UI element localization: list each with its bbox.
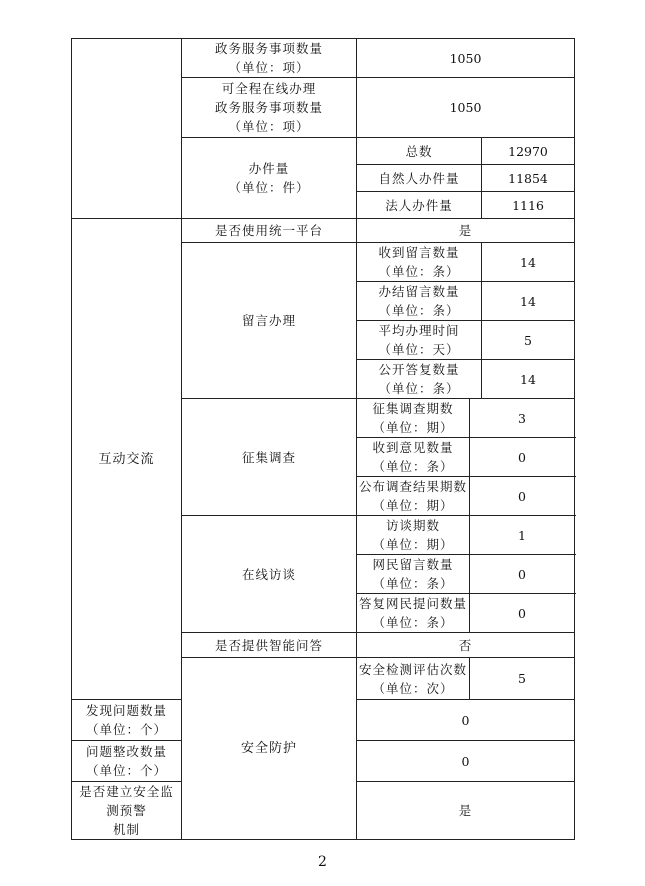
interview-answers-label: 答复网民提问数量 （单位：条） xyxy=(357,594,470,633)
assessments-label: 安全检测评估次数 （单位：次） xyxy=(357,658,470,700)
service-category-cell xyxy=(72,39,182,219)
messages-received-label: 收到留言数量 （单位：条） xyxy=(357,243,482,282)
issues-label: 发现问题数量 （单位：个） xyxy=(72,700,182,741)
interview-answers-value: 0 xyxy=(470,594,575,633)
unified-platform-value: 是 xyxy=(357,219,575,243)
interview-netizen-label: 网民留言数量 （单位：条） xyxy=(357,555,470,594)
survey-results-label: 公布调查结果期数 （单位：期） xyxy=(357,477,470,516)
volume-natural-label: 自然人办件量 xyxy=(357,165,482,192)
issues-value: 0 xyxy=(357,700,575,741)
survey-periods-label: 征集调查期数 （单位：期） xyxy=(357,399,470,438)
warning-label: 是否建立安全监测预警 机制 xyxy=(72,782,182,840)
volume-natural-value: 11854 xyxy=(482,165,575,192)
volume-legal-value: 1116 xyxy=(482,192,575,219)
messages-label: 留言办理 xyxy=(182,243,357,399)
survey-results-value: 0 xyxy=(470,477,575,516)
table-row xyxy=(72,39,575,78)
survey-opinions-value: 0 xyxy=(470,438,575,477)
smart-qa-label: 是否提供智能问答 xyxy=(182,633,357,658)
interaction-category: 互动交流 xyxy=(72,219,182,700)
smart-qa-value: 否 xyxy=(357,633,575,658)
security-category: 安全防护 xyxy=(182,658,357,840)
report-table xyxy=(71,38,575,840)
volume-legal-label: 法人办件量 xyxy=(357,192,482,219)
messages-done-label: 办结留言数量 （单位：条） xyxy=(357,282,482,321)
volume-total-value: 12970 xyxy=(482,138,575,165)
survey-opinions-label: 收到意见数量 （单位：条） xyxy=(357,438,470,477)
table-row xyxy=(72,219,575,243)
fixed-label: 问题整改数量 （单位：个） xyxy=(72,741,182,782)
item-count-value: 1050 xyxy=(357,39,575,78)
assessments-value: 5 xyxy=(470,658,575,700)
page-number: 2 xyxy=(318,854,327,870)
interview-periods-value: 1 xyxy=(470,516,575,555)
messages-done-value: 14 xyxy=(482,282,575,321)
fixed-value: 0 xyxy=(357,741,575,782)
online-count-value: 1050 xyxy=(357,78,575,138)
messages-public-value: 14 xyxy=(482,360,575,399)
survey-label: 征集调查 xyxy=(182,399,357,516)
volume-label: 办件量 （单位：件） xyxy=(182,138,357,219)
item-count-label: 政务服务事项数量 （单位：项） xyxy=(182,39,357,78)
interview-label: 在线访谈 xyxy=(182,516,357,633)
interview-periods-label: 访谈期数 （单位：期） xyxy=(357,516,470,555)
unified-platform-label: 是否使用统一平台 xyxy=(182,219,357,243)
interview-netizen-value: 0 xyxy=(470,555,575,594)
volume-total-label: 总数 xyxy=(357,138,482,165)
messages-avg-time-label: 平均办理时间 （单位：天） xyxy=(357,321,482,360)
messages-public-label: 公开答复数量 （单位：条） xyxy=(357,360,482,399)
warning-value: 是 xyxy=(357,782,575,840)
online-count-label: 可全程在线办理 政务服务事项数量 （单位：项） xyxy=(182,78,357,138)
survey-periods-value: 3 xyxy=(470,399,575,438)
report-table-container xyxy=(71,38,574,840)
messages-received-value: 14 xyxy=(482,243,575,282)
messages-avg-time-value: 5 xyxy=(482,321,575,360)
